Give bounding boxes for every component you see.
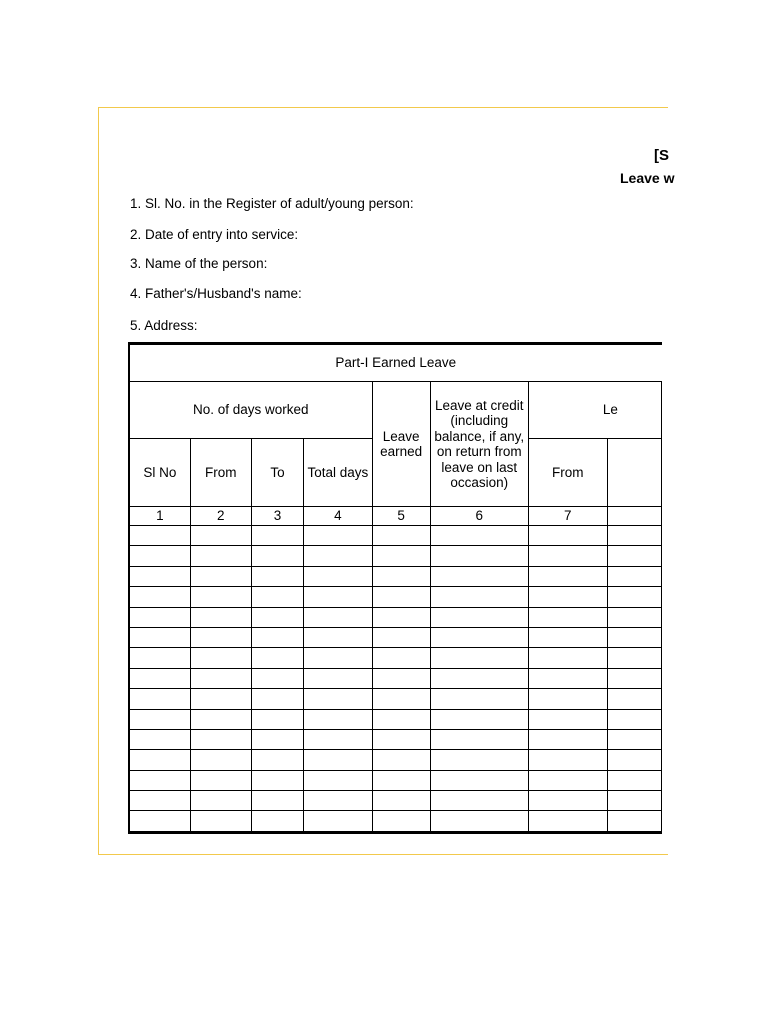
column-number: 2: [190, 507, 251, 526]
table-cell[interactable]: [528, 791, 607, 811]
column-number-cut: [607, 507, 661, 526]
table-cell[interactable]: [372, 709, 430, 729]
table-cell[interactable]: [251, 770, 304, 790]
table-cell[interactable]: [372, 566, 430, 586]
table-row: [129, 526, 662, 546]
table-row: [129, 587, 662, 607]
table-cell[interactable]: [251, 689, 304, 709]
table-cell[interactable]: [304, 811, 372, 832]
table-cell[interactable]: [430, 709, 528, 729]
table-row: [129, 729, 662, 749]
table-cell[interactable]: [528, 607, 607, 627]
table-cell[interactable]: [607, 587, 661, 607]
table-cell[interactable]: [129, 729, 190, 749]
table-cell[interactable]: [430, 566, 528, 586]
table-cell[interactable]: [372, 750, 430, 770]
table-cell[interactable]: [528, 689, 607, 709]
table-cell[interactable]: [251, 729, 304, 749]
form-title-line1: [S: [654, 147, 669, 164]
table-cell[interactable]: [190, 811, 251, 832]
table-row: [129, 546, 662, 566]
header-leave-at-credit: Leave at credit (including balance, if any, on return from leave on last occasion): [430, 382, 528, 507]
table-cell[interactable]: [430, 627, 528, 647]
table-cell[interactable]: [607, 526, 661, 546]
table-cell[interactable]: [372, 668, 430, 688]
table-cell[interactable]: [129, 668, 190, 688]
table-cell[interactable]: [190, 627, 251, 647]
table-cell[interactable]: [251, 648, 304, 668]
table-cell[interactable]: [372, 689, 430, 709]
column-number: 1: [129, 507, 190, 526]
column-number: 4: [304, 507, 372, 526]
table-row: [129, 811, 662, 832]
header-total-days: Total days: [304, 439, 372, 507]
table-cell[interactable]: [190, 526, 251, 546]
earned-leave-table: [128, 342, 662, 834]
table-cell[interactable]: [304, 770, 372, 790]
table-cell[interactable]: [129, 709, 190, 729]
table-row: [129, 668, 662, 688]
header-leave-availed: Le: [528, 382, 661, 439]
table-cell[interactable]: [430, 668, 528, 688]
table-cell[interactable]: [372, 648, 430, 668]
part-title: Part-I Earned Leave: [129, 344, 662, 382]
table-cell[interactable]: [304, 566, 372, 586]
table-cell[interactable]: [129, 770, 190, 790]
table-cell[interactable]: [129, 546, 190, 566]
table-cell[interactable]: [251, 791, 304, 811]
table-cell[interactable]: [607, 709, 661, 729]
table-cell[interactable]: [430, 791, 528, 811]
table-cell[interactable]: [372, 546, 430, 566]
table-cell[interactable]: [190, 729, 251, 749]
column-number: 6: [430, 507, 528, 526]
table-cell[interactable]: [304, 627, 372, 647]
table-cell[interactable]: [251, 607, 304, 627]
table-cell[interactable]: [430, 729, 528, 749]
table-cell[interactable]: [304, 750, 372, 770]
table-cell[interactable]: [304, 587, 372, 607]
table-cell[interactable]: [190, 791, 251, 811]
table-cell[interactable]: [190, 668, 251, 688]
table-cell[interactable]: [304, 526, 372, 546]
table-cell[interactable]: [251, 566, 304, 586]
table-cell[interactable]: [372, 770, 430, 790]
table-cell[interactable]: [607, 546, 661, 566]
table-cell[interactable]: [129, 750, 190, 770]
table-cell[interactable]: [304, 709, 372, 729]
table-cell[interactable]: [129, 566, 190, 586]
table-cell[interactable]: [528, 627, 607, 647]
field-register-sl-no: 1. Sl. No. in the Register of adult/young person:: [130, 196, 414, 211]
form-title-line2: Leave w: [620, 170, 675, 186]
column-number: 3: [251, 507, 304, 526]
table-row: [129, 627, 662, 647]
header-to: To: [251, 439, 304, 507]
table-cell[interactable]: [528, 750, 607, 770]
table-row: [129, 566, 662, 586]
table-cell[interactable]: [528, 668, 607, 688]
table-cell[interactable]: [528, 566, 607, 586]
table-cell[interactable]: [190, 770, 251, 790]
table-cell[interactable]: [607, 627, 661, 647]
table-cell[interactable]: [528, 526, 607, 546]
table-cell[interactable]: [430, 587, 528, 607]
table-cell[interactable]: [251, 811, 304, 832]
table-cell[interactable]: [607, 811, 661, 832]
table-cell[interactable]: [304, 546, 372, 566]
table-cell[interactable]: [304, 729, 372, 749]
table-cell[interactable]: [251, 587, 304, 607]
header-days-worked: No. of days worked: [129, 382, 372, 439]
table-cell[interactable]: [190, 566, 251, 586]
table-cell[interactable]: [528, 648, 607, 668]
table-cell[interactable]: [190, 709, 251, 729]
table-cell[interactable]: [430, 546, 528, 566]
table-cell[interactable]: [304, 668, 372, 688]
table-cell[interactable]: [190, 546, 251, 566]
table-cell[interactable]: [372, 607, 430, 627]
table-cell[interactable]: [251, 750, 304, 770]
table-cell[interactable]: [129, 791, 190, 811]
header-from: From: [190, 439, 251, 507]
table-cell[interactable]: [251, 546, 304, 566]
table-cell[interactable]: [430, 689, 528, 709]
table-cell[interactable]: [372, 526, 430, 546]
table-cell[interactable]: [430, 526, 528, 546]
table-cell[interactable]: [129, 811, 190, 832]
table-row: [129, 607, 662, 627]
table-cell[interactable]: [607, 750, 661, 770]
table-cell[interactable]: [304, 607, 372, 627]
table-cell[interactable]: [129, 526, 190, 546]
table-cell[interactable]: [251, 668, 304, 688]
table-cell[interactable]: [528, 811, 607, 832]
table-cell[interactable]: [304, 689, 372, 709]
table-cell[interactable]: [190, 607, 251, 627]
field-father-husband-name: 4. Father's/Husband's name:: [130, 286, 302, 301]
table-cell[interactable]: [528, 729, 607, 749]
table-cell[interactable]: [129, 587, 190, 607]
table-cell[interactable]: [304, 648, 372, 668]
table-cell[interactable]: [430, 648, 528, 668]
table-cell[interactable]: [304, 791, 372, 811]
table-row: [129, 770, 662, 790]
field-date-of-entry: 2. Date of entry into service:: [130, 227, 299, 242]
table-cell[interactable]: [372, 791, 430, 811]
table-cell[interactable]: [430, 750, 528, 770]
table-cell[interactable]: [528, 770, 607, 790]
table-cell[interactable]: [251, 709, 304, 729]
table-cell[interactable]: [607, 729, 661, 749]
table-cell[interactable]: [251, 627, 304, 647]
table-row: [129, 791, 662, 811]
table-cell[interactable]: [372, 811, 430, 832]
table-cell[interactable]: [190, 587, 251, 607]
table-cell[interactable]: [607, 607, 661, 627]
table-cell[interactable]: [129, 607, 190, 627]
header-cell-cut: [607, 439, 661, 507]
table-cell[interactable]: [528, 587, 607, 607]
table-cell[interactable]: [607, 566, 661, 586]
table-cell[interactable]: [607, 791, 661, 811]
table-row: [129, 689, 662, 709]
table-cell[interactable]: [607, 689, 661, 709]
header-leave-from: From: [528, 439, 607, 507]
table-row: [129, 709, 662, 729]
header-leave-earned: Leave earned: [372, 382, 430, 507]
table-cell[interactable]: [129, 689, 190, 709]
table-cell[interactable]: [607, 770, 661, 790]
header-sl-no: Sl No: [129, 439, 190, 507]
table-cell[interactable]: [251, 526, 304, 546]
field-person-name: 3. Name of the person:: [130, 256, 268, 271]
table-cell[interactable]: [430, 770, 528, 790]
field-address: 5. Address:: [130, 318, 198, 333]
table-cell[interactable]: [607, 648, 661, 668]
table-row: [129, 648, 662, 668]
table-cell[interactable]: [190, 648, 251, 668]
table-cell[interactable]: [190, 750, 251, 770]
table-cell[interactable]: [528, 546, 607, 566]
column-number: 7: [528, 507, 607, 526]
table-cell[interactable]: [129, 627, 190, 647]
table-cell[interactable]: [430, 811, 528, 832]
table-row: [129, 750, 662, 770]
column-number: 5: [372, 507, 430, 526]
table-cell[interactable]: [372, 729, 430, 749]
table-cell[interactable]: [528, 709, 607, 729]
table-cell[interactable]: [430, 607, 528, 627]
table-cell[interactable]: [372, 627, 430, 647]
table-cell[interactable]: [129, 648, 190, 668]
table-cell[interactable]: [607, 668, 661, 688]
table-cell[interactable]: [190, 689, 251, 709]
table-cell[interactable]: [372, 587, 430, 607]
table-body: [129, 526, 662, 833]
